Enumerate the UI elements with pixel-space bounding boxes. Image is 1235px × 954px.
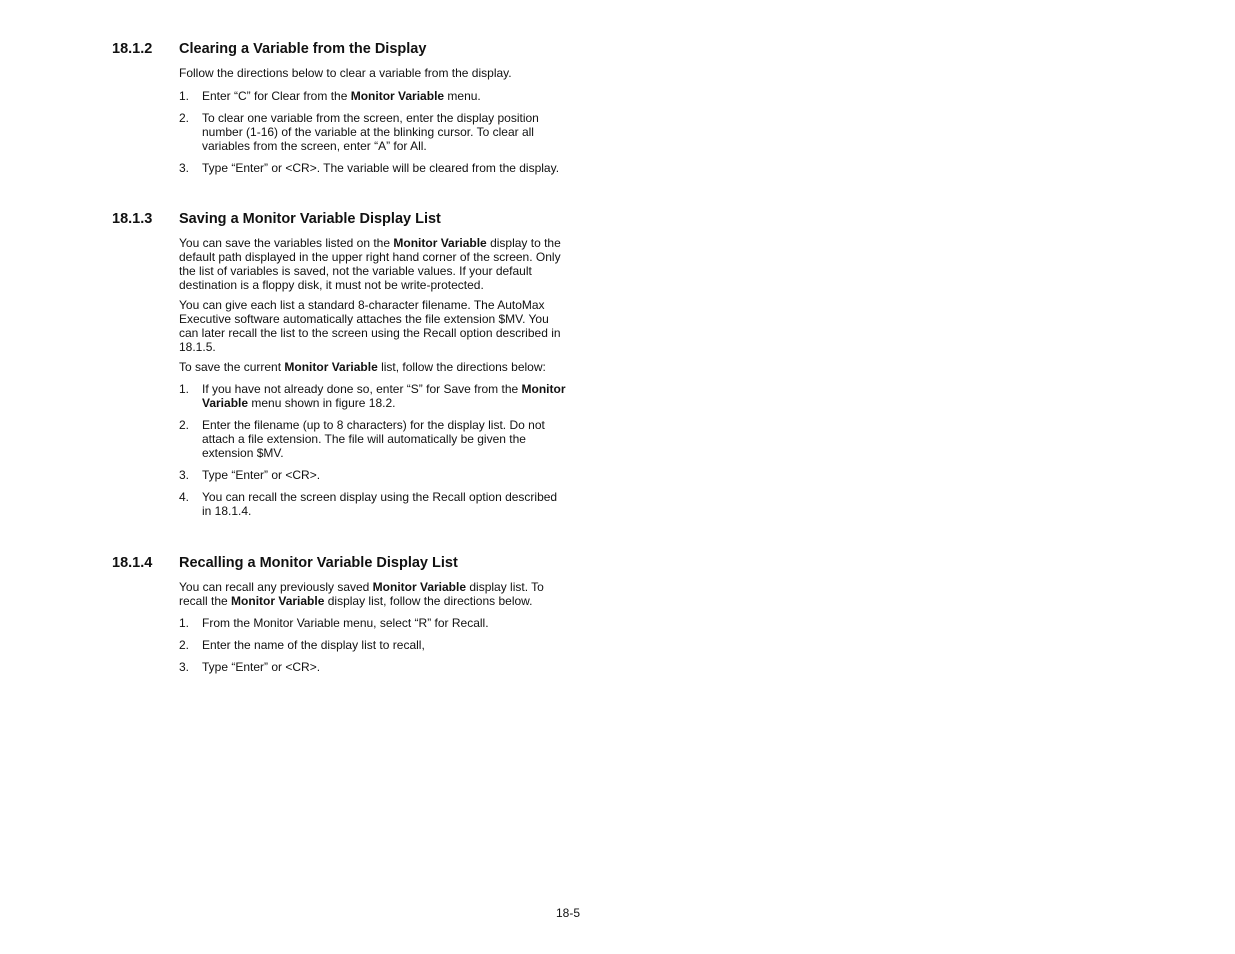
list-number: 3. <box>179 660 190 674</box>
paragraph <box>179 66 569 80</box>
text-run: display to the default path displayed in the upper right hand corner of the screen. Only the list of variables is saved, not the variable values. If your default destination is a floppy disk, it must not be write-protected. <box>179 236 561 292</box>
text-run: You can give each list a standard 8-character filename. The AutoMax Executive software automatically attaches the file extension $MV. You can later recall the list to the screen using the Recall option described in 18.1.5. <box>179 298 561 354</box>
section-clearing-variable <box>112 39 572 175</box>
list-item <box>179 616 569 630</box>
text-run: Enter the name of the display list to recall, <box>202 638 425 652</box>
bold-term: Monitor Variable <box>393 236 487 250</box>
section-number: 18.1.2 <box>112 41 153 57</box>
text-run: Enter “C” for Clear from the <box>202 89 351 103</box>
text-run: You can recall the screen display using the Recall option described in 18.1.4. <box>202 490 558 518</box>
section-heading <box>112 39 572 59</box>
list-number: 4. <box>179 490 190 504</box>
text-run: menu shown in figure 18.2. <box>248 396 396 410</box>
text-run: You can recall any previously saved <box>179 580 373 594</box>
list-number: 3. <box>179 161 190 175</box>
numbered-list <box>179 382 569 518</box>
section-recalling-display-list <box>112 553 572 674</box>
bold-term: Monitor Variable <box>284 360 378 374</box>
section-body <box>179 236 569 518</box>
text-run: To save the current <box>179 360 285 374</box>
list-item <box>179 161 569 175</box>
paragraph <box>179 298 569 354</box>
text-run: menu. <box>444 89 481 103</box>
list-item <box>179 490 569 518</box>
paragraph <box>179 360 569 374</box>
bold-term: Monitor Variable <box>231 594 325 608</box>
list-number: 2. <box>179 638 190 652</box>
section-number: 18.1.3 <box>112 211 153 227</box>
section-title: Clearing a Variable from the Display <box>179 41 427 57</box>
bold-term: Monitor Variable <box>350 89 445 103</box>
text-run: To clear one variable from the screen, enter the display position number (1-16) of the variable at the blinking cursor. To clear all variables from the screen, enter “A” for All. <box>202 111 539 153</box>
paragraph <box>179 236 569 292</box>
section-title: Saving a Monitor Variable Display List <box>179 211 441 227</box>
paragraph <box>179 580 569 608</box>
list-number: 2. <box>179 418 190 432</box>
list-item <box>179 418 569 460</box>
text-run: Type “Enter” or <CR>. The variable will be cleared from the display. <box>202 161 560 175</box>
text-run: Follow the directions below to clear a variable from the display. <box>179 66 512 80</box>
bold-term: Monitor Variable <box>202 382 566 410</box>
section-body <box>179 66 569 175</box>
list-number: 2. <box>179 111 190 125</box>
list-number: 1. <box>179 89 190 103</box>
text-run: From the Monitor Variable menu, select “R” for Recall. <box>202 616 489 630</box>
list-item <box>179 660 569 674</box>
text-run: Type “Enter” or <CR>. <box>202 660 321 674</box>
page-number: 18-5 <box>556 906 581 920</box>
list-item <box>179 468 569 482</box>
section-saving-display-list <box>112 209 572 518</box>
list-number: 1. <box>179 616 190 630</box>
section-body <box>179 580 569 674</box>
numbered-list <box>179 616 569 674</box>
text-run: list, follow the directions below: <box>377 360 546 374</box>
list-item <box>179 111 569 153</box>
section-heading <box>112 553 572 573</box>
section-number: 18.1.4 <box>112 555 153 571</box>
bold-term: Monitor Variable <box>372 580 467 594</box>
text-run: If you have not already done so, enter “S” for Save from the <box>202 382 522 396</box>
list-number: 3. <box>179 468 190 482</box>
text-run: display list. To recall the <box>179 580 544 608</box>
text-run: You can save the variables listed on the <box>179 236 394 250</box>
section-title: Recalling a Monitor Variable Display List <box>179 555 458 571</box>
text-run: display list, follow the directions below. <box>324 594 533 608</box>
list-item <box>179 382 569 410</box>
list-item <box>179 638 569 652</box>
list-item <box>179 89 569 103</box>
text-run: Type “Enter” or <CR>. <box>202 468 321 482</box>
section-heading <box>112 209 572 229</box>
numbered-list <box>179 89 569 175</box>
text-run: Enter the filename (up to 8 characters) for the display list. Do not attach a file extension. The file will automatically be given the extension $MV. <box>202 418 545 460</box>
list-number: 1. <box>179 382 190 396</box>
